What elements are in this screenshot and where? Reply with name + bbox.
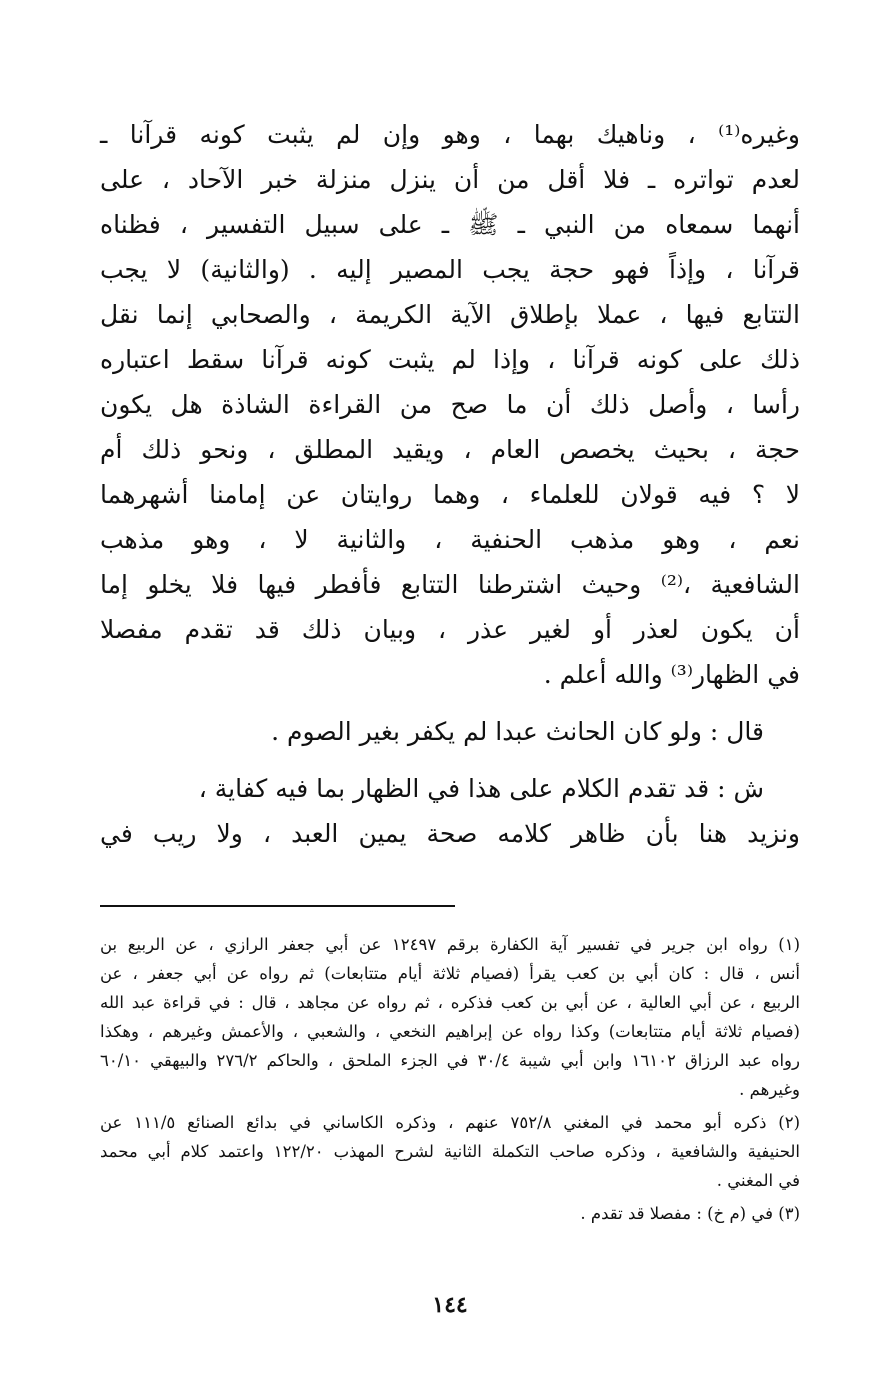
text-line: ش : قد تقدم الكلام على هذا في الظهار بما فيه كفاية ،: [198, 774, 764, 803]
footnote-line: وغيرهم .: [739, 1080, 800, 1099]
footnote-3: [100, 1199, 800, 1228]
text-line: أنهما سمعاه من النبي ـ ﷺ ـ على سبيل التفسير ، فظناه: [100, 210, 800, 239]
text-line: ذلك على كونه قرآنا ، وإذا لم يثبت كونه قرآنا سقط اعتباره: [100, 345, 800, 374]
text-line: في الظهار⁽³⁾ والله أعلم .: [543, 660, 800, 689]
footnote-line: (٢) ذكره أبو محمد في المغني ٧٥٢/٨ عنهم ، وذكره الكاساني في بدائع الصنائع ١١١/٥ عن: [100, 1113, 801, 1132]
footnote-line: الربيع ، عن أبي العالية ، عن أبي بن كعب فذكره ، ثم رواه عن مجاهد ، قال : في قراءة عبد الله: [100, 993, 800, 1012]
text-line: نعم ، وهو مذهب الحنفية ، والثانية لا ، وهو مذهب: [100, 525, 800, 554]
text-line: لا ؟ فيه قولان للعلماء ، وهما روايتان عن إمامنا أشهرهما: [100, 480, 800, 509]
page: [100, 112, 801, 1318]
text-line: رأسا ، وأصل ذلك أن ما صح من القراءة الشاذة هل يكون: [100, 390, 800, 419]
footnote-line: أنس ، قال : كان أبي بن كعب يقرأ (فصيام ثلاثة أيام متتابعات) ثم رواه عن أبي جعفر ، عن: [100, 964, 800, 983]
text-line: الشافعية ،⁽²⁾ وحيث اشترطنا التتابع فأفطر فيها فلا يخلو إما: [100, 570, 800, 599]
footnote-2: [100, 1108, 800, 1195]
main-text: [100, 112, 800, 697]
text-line: أن يكون لعذر أو لغير عذر ، وبيان ذلك قد تقدم مفصلا: [100, 615, 800, 644]
footnote-line: (٣) في (م خ) : مفصلا قد تقدم .: [580, 1204, 800, 1223]
text-line: وغيره⁽¹⁾ ، وناهيك بهما ، وهو وإن لم يثبت كونه قرآنا ـ: [100, 120, 800, 149]
footnote-line: (١) رواه ابن جرير في تفسير آية الكفارة برقم ١٢٤٩٧ عن أبي جعفر الرازي ، عن الربيع بن: [100, 935, 800, 954]
text-line: ونزيد هنا بأن ظاهر كلامه صحة يمين العبد ، ولا ريب في: [100, 819, 800, 848]
sharh-commentary: [100, 766, 800, 856]
footnote-line: رواه عبد الرزاق ١٦١٠٢ وابن أبي شيبة ٣٠/٤ في الجزء الملحق ، والحاكم ٢٧٦/٢ والبيهقي ٦٠/١٠: [100, 1051, 800, 1070]
text-line: حجة ، بحيث يخصص العام ، ويقيد المطلق ، ونحو ذلك أم: [100, 435, 800, 464]
text-line: لعدم تواتره ـ فلا أقل من أن ينزل منزلة خبر الآحاد ، على: [100, 165, 800, 194]
page-number: ١٤٤: [432, 1292, 468, 1318]
text-line: التتابع فيها ، عملا بإطلاق الآية الكريمة ، والصحابي إنما نقل: [100, 300, 800, 329]
footnote-line: في المغني .: [716, 1171, 800, 1190]
footnote-1: [100, 930, 800, 1104]
footnote-line: (فصيام ثلاثة أيام متتابعات) وكذا رواه عن إبراهيم النخعي ، والشعبي ، والأعمش وغيرهم ، وهكذا: [100, 1022, 800, 1041]
footnote-line: الحنيفية والشافعية ، وذكره صاحب التكملة الثانية لشرح المهذب ١٢٢/٢٠ واعتمد كلام أبي محمد: [100, 1142, 800, 1161]
matn-statement: قال : ولو كان الحانث عبدا لم يكفر بغير الصوم .: [271, 717, 764, 746]
footnotes: [100, 930, 800, 1232]
text-line: قرآنا ، وإذاً فهو حجة يجب المصير إليه . (والثانية) لا يجب: [100, 255, 800, 284]
footnote-divider: [100, 905, 455, 907]
